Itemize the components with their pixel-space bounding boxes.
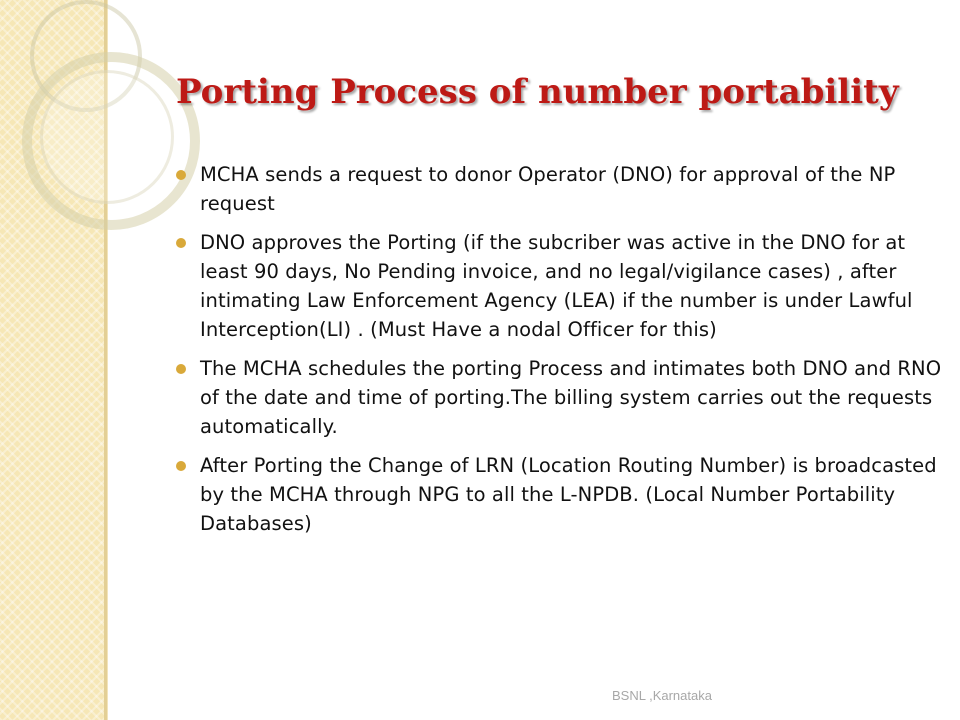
bullet-item (174, 160, 944, 218)
bullet-text: After Porting the Change of LRN (Location Routing Number) is broadcasted by the MCHA through NPG to all the L-NPDB. (Local Number Portability Databases) (200, 454, 937, 535)
bullet-dot-icon (176, 238, 186, 248)
bullet-list (174, 160, 944, 548)
bullet-item (174, 228, 944, 344)
bullet-text: DNO approves the Porting (if the subcriber was active in the DNO for at least 90 days, No Pending invoice, and no legal/vigilance cases) , after intimating Law Enforcement Agency (LEA) if the number is under Lawful Interception(LI) . (Must Have a nodal Officer for this) (200, 231, 913, 341)
slide-footer: BSNL ,Karnataka (612, 688, 712, 703)
bullet-dot-icon (176, 364, 186, 374)
bullet-item (174, 354, 944, 441)
bullet-dot-icon (176, 461, 186, 471)
bullet-text: MCHA sends a request to donor Operator (DNO) for approval of the NP request (200, 163, 896, 215)
slide-title: Porting Process of number portability (176, 72, 899, 112)
bullet-text: The MCHA schedules the porting Process and intimates both DNO and RNO of the date and time of porting.The billing system carries out the requests automatically. (200, 357, 942, 438)
bullet-item (174, 451, 944, 538)
bullet-dot-icon (176, 170, 186, 180)
